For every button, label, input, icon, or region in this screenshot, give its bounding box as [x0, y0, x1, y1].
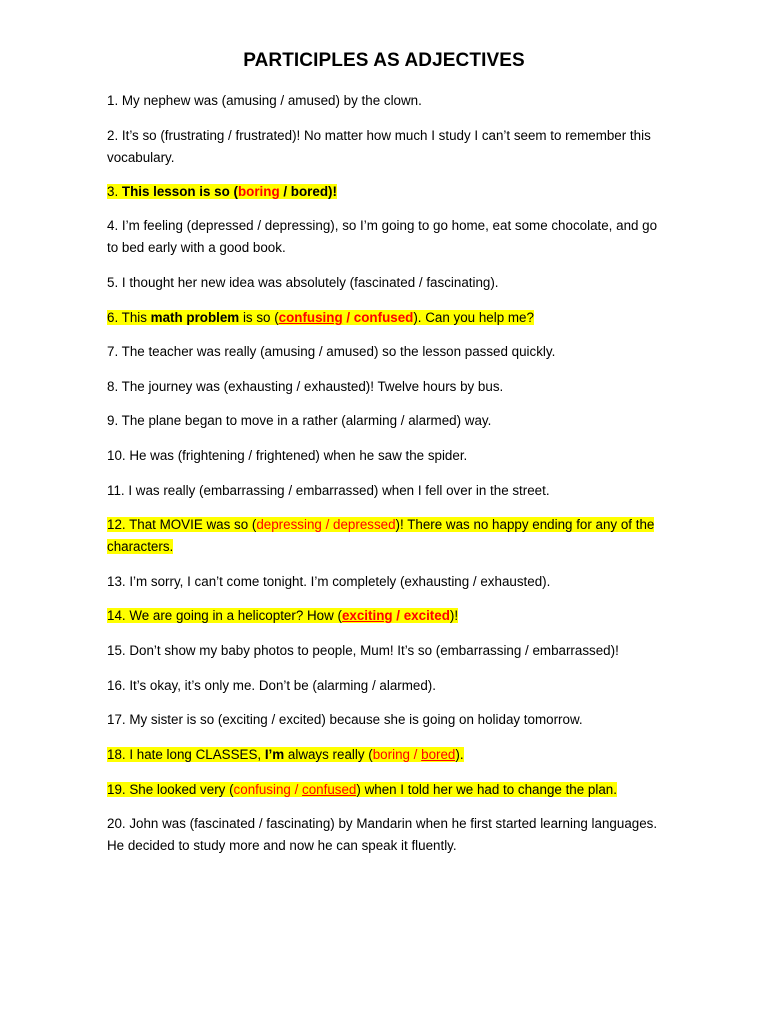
exercise-item-16 — [107, 675, 662, 697]
item-text: is so ( — [239, 310, 279, 325]
exercise-item-19 — [107, 779, 662, 801]
exercise-item-9 — [107, 410, 662, 432]
item-text: ) when I told her we had to change the plan. — [356, 782, 617, 797]
item-text: 19. She looked very ( — [107, 782, 234, 797]
exercise-item-5 — [107, 272, 662, 294]
exercise-item-11 — [107, 480, 662, 502]
answer-text: confused — [302, 782, 357, 797]
answer-text: boring / — [372, 747, 422, 762]
answer-text: confusing — [278, 310, 343, 325]
exercise-item-12 — [107, 514, 662, 558]
item-text: always really ( — [284, 747, 373, 762]
answer-text: confusing / — [233, 782, 303, 797]
answer-text: / excited — [392, 608, 450, 623]
item-text: 11. I was really (embarrassing / embarrassed) when I fell over in the street. — [107, 483, 550, 498]
exercise-item-17 — [107, 709, 662, 731]
item-text: I’m — [264, 747, 285, 762]
exercise-item-10 — [107, 445, 662, 467]
item-text: 13. I’m sorry, I can’t come tonight. I’m completely (exhausting / exhausted). — [107, 574, 551, 589]
item-text: 5. I thought her new idea was absolutely (fascinated / fascinating). — [107, 275, 499, 290]
exercise-item-4 — [107, 215, 662, 259]
exercise-item-6 — [107, 307, 662, 329]
exercise-item-13 — [107, 571, 662, 593]
exercise-item-15 — [107, 640, 662, 662]
answer-text: bored — [421, 747, 456, 762]
item-text: 14. We are going in a helicopter? How ( — [107, 608, 342, 623]
item-text: This lesson is so ( — [121, 184, 238, 199]
item-text: 10. He was (frightening / frightened) when he saw the spider. — [107, 448, 468, 463]
item-text: 7. The teacher was really (amusing / amused) so the lesson passed quickly. — [107, 344, 556, 359]
item-text: ). Can you help me? — [413, 310, 534, 325]
item-text: 2. It’s so (frustrating / frustrated)! No matter how much I study I can’t seem to remember this vocabulary. — [107, 128, 651, 165]
answer-text: depressing / depressed — [256, 517, 396, 532]
item-text: 6. This — [107, 310, 151, 325]
answer-text: / confused — [342, 310, 414, 325]
item-text: 3. — [107, 184, 122, 199]
exercise-item-2 — [107, 125, 662, 169]
answer-text: exciting — [341, 608, 393, 623]
exercise-item-7 — [107, 341, 662, 363]
item-text: 20. John was (fascinated / fascinating) by Mandarin when he first started learning languages. He decided to study more and now he can speak it fluently. — [107, 816, 658, 853]
item-text: 16. It’s okay, it’s only me. Don’t be (alarming / alarmed). — [107, 678, 436, 693]
exercise-item-14 — [107, 605, 662, 627]
exercise-item-8 — [107, 376, 662, 398]
item-text: 15. Don’t show my baby photos to people, Mum! It’s so (embarrassing / embarrassed)! — [107, 643, 619, 658]
item-text: 12. That MOVIE was so ( — [107, 517, 257, 532]
exercise-item-1 — [107, 90, 662, 112]
item-text: 9. The plane began to move in a rather (alarming / alarmed) way. — [107, 413, 492, 428]
exercise-item-3 — [107, 181, 662, 203]
item-text: )! — [449, 608, 459, 623]
item-text: 1. My nephew was (amusing / amused) by the clown. — [107, 93, 422, 108]
exercise-item-18 — [107, 744, 662, 766]
item-text: / bored)! — [279, 184, 337, 199]
item-text: 8. The journey was (exhausting / exhausted)! Twelve hours by bus. — [107, 379, 504, 394]
item-text: math problem — [150, 310, 240, 325]
exercise-item-20 — [107, 813, 662, 857]
answer-text: boring — [237, 184, 280, 199]
item-text: )! There was no happy ending for any of the characters. — [107, 517, 655, 554]
item-text: 17. My sister is so (exciting / excited) because she is going on holiday tomorrow. — [107, 712, 583, 727]
item-text: 18. I hate long CLASSES, — [107, 747, 265, 762]
item-text: 4. I’m feeling (depressed / depressing), so I’m going to go home, eat some chocolate, and go to bed early with a good book. — [107, 218, 658, 255]
item-text: ). — [455, 747, 464, 762]
page-title: PARTICIPLES AS ADJECTIVES — [243, 50, 525, 71]
